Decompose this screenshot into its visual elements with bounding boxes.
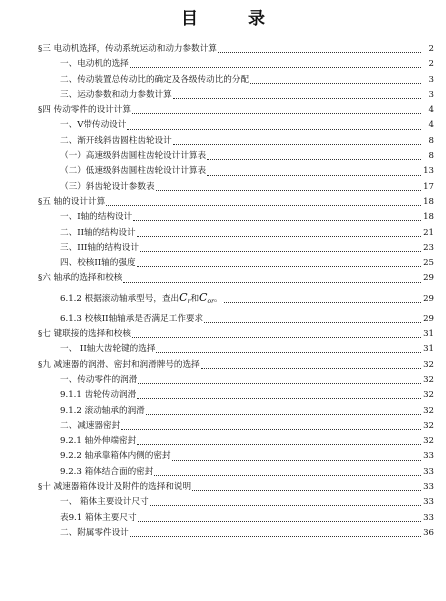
dot-leader [218, 52, 421, 53]
dot-leader [201, 368, 421, 369]
toc-entry-page: 32 [423, 405, 434, 416]
toc-entry [0, 465, 446, 480]
toc-entry [0, 180, 446, 195]
toc-entry-title: §五 轴的设计计算 [38, 196, 106, 207]
formula-symbol-c: C [179, 290, 188, 304]
toc-entry-page: 33 [423, 466, 434, 477]
toc-entry [0, 210, 446, 225]
toc-entry-page: 18 [423, 196, 434, 207]
toc-entry [0, 103, 446, 118]
toc-entry [0, 495, 446, 510]
toc-entry [0, 73, 446, 88]
formula-end: 。 [213, 293, 223, 304]
dot-leader [192, 490, 421, 491]
toc-entry-page: 33 [423, 497, 434, 508]
dot-leader [204, 322, 421, 323]
dot-leader [156, 352, 421, 353]
toc-entry [0, 88, 446, 103]
dot-leader [207, 159, 421, 160]
toc-entry-page: 3 [428, 89, 434, 100]
toc-entry [0, 271, 446, 286]
dot-leader [137, 398, 421, 399]
toc-entry-page: 2 [428, 59, 434, 70]
toc-entry-formula [179, 285, 222, 314]
toc-entry [0, 404, 446, 419]
toc-entry-title: 二、渐开线斜齿圆柱齿轮设计 [60, 135, 172, 146]
toc-entry [0, 57, 446, 72]
toc-entry-title: §七 键联接的选择和校核 [38, 329, 131, 340]
toc-entry [0, 164, 446, 179]
dot-leader [173, 144, 421, 145]
dot-leader [138, 521, 421, 522]
dot-leader [132, 113, 421, 114]
formula-subscript: or [207, 297, 214, 305]
toc-entry-title: 三、III轴的结构设计 [60, 242, 139, 253]
toc-entry-title: 三、运动参数和动力参数计算 [60, 89, 172, 100]
toc-entry-page: 36 [423, 527, 434, 538]
formula-subscript: r [187, 297, 191, 305]
dot-leader [172, 460, 421, 461]
toc-entry-title: §四 传动零件的设计计算 [38, 105, 131, 116]
toc-entry-title: 9.2.2 轴承靠箱体内侧的密封 [60, 451, 171, 462]
toc-entry-title: 二、传动装置总传动比的确定及各级传动比的分配 [60, 74, 250, 85]
toc-entry-page: 32 [423, 420, 434, 431]
toc-entry-title: （三）斜齿轮设计参数表 [60, 181, 155, 192]
toc-entry [0, 226, 446, 241]
toc-entry-page: 17 [423, 181, 434, 192]
dot-leader [106, 205, 421, 206]
toc-entry-page: 2 [428, 44, 434, 54]
dot-leader [121, 429, 421, 430]
toc-entry-title: 一、传动零件的润滑 [60, 374, 138, 385]
toc-entry-title: 9.2.3 箱体结合面的密封 [60, 466, 154, 477]
toc-entry-page: 25 [423, 258, 434, 269]
toc-entry-page: 33 [423, 482, 434, 493]
toc-entry [0, 312, 446, 327]
toc-entry-page: 32 [423, 359, 434, 370]
toc-entry-page: 32 [423, 390, 434, 401]
toc-entry [0, 419, 446, 434]
dot-leader [207, 175, 421, 176]
toc-entry-title: §十 减速器箱体设计及附件的选择和说明 [38, 482, 192, 493]
page-title: 目 录 [181, 9, 287, 29]
toc-entry [0, 118, 446, 133]
toc-entry [0, 526, 446, 541]
dot-leader [137, 444, 421, 445]
toc-entry-page: 4 [428, 105, 434, 116]
dot-leader [154, 475, 421, 476]
toc-entry-title: 一、Ⅰ轴的结构设计 [60, 212, 133, 223]
toc-entry-page: 29 [423, 313, 434, 324]
dot-leader [137, 266, 421, 267]
dot-leader [133, 220, 421, 221]
toc-entry-page: 31 [423, 344, 434, 355]
toc-entry-title: §九 减速器的润滑、密封和润滑牌号的选择 [38, 359, 200, 370]
toc-entry-page: 23 [423, 242, 434, 253]
toc-entry-page: 33 [423, 512, 434, 523]
toc-entry-title: §三 电动机选择，传动系统运动和动力参数计算 [38, 44, 217, 54]
dot-leader [130, 536, 421, 537]
toc-entry-title: 二、II轴的结构设计 [60, 227, 136, 238]
toc-entry-title: 一、 箱体主要设计尺寸 [60, 497, 149, 508]
toc-entry-title: （二）低速级斜齿圆柱齿轮设计计算表 [60, 166, 207, 177]
toc-entry-title: §六 轴承的选择和校核 [38, 273, 123, 284]
toc-entry [0, 434, 446, 449]
toc-entry-title: 二、附属零件设计 [60, 527, 129, 538]
toc-entry [0, 195, 446, 210]
toc-entry-title: 9.1.2 滚动轴承的润滑 [60, 405, 145, 416]
toc-entry [0, 149, 446, 164]
toc-entry-page: 33 [423, 451, 434, 462]
dot-leader [156, 190, 421, 191]
toc-entry-title: 表9.1 箱体主要尺寸 [60, 512, 137, 523]
dot-leader [137, 236, 421, 237]
toc-entry [0, 480, 446, 495]
toc-entry-page: 4 [428, 120, 434, 131]
toc-entry-page: 21 [423, 227, 434, 238]
toc-entry-page: 18 [423, 212, 434, 223]
toc-entry-title: 四、校核II轴的强度 [60, 258, 136, 269]
formula-symbol-c: C [199, 290, 208, 304]
toc-entry-title: 9.1.1 齿轮传动润滑 [60, 390, 137, 401]
dot-leader [173, 98, 421, 99]
toc-entry [0, 449, 446, 464]
dot-leader [250, 83, 421, 84]
dot-leader [146, 414, 421, 415]
toc-entry-title: （一）高速级斜齿圆柱齿轮设计计算表 [60, 151, 207, 162]
dot-leader [224, 302, 421, 303]
toc-entry-page: 8 [428, 135, 434, 146]
toc-entry-title: 一、电动机的选择 [60, 59, 129, 70]
toc-entry [0, 388, 446, 403]
toc-entry [0, 511, 446, 526]
toc-entry-title: 二、减速器密封 [60, 420, 121, 431]
dot-leader [123, 282, 421, 283]
toc-entry-page: 32 [423, 374, 434, 385]
toc-entry-page: 29 [423, 293, 434, 304]
dot-leader [130, 67, 421, 68]
toc-entry [0, 241, 446, 256]
table-of-contents [0, 42, 446, 541]
toc-entry-title: 9.2.1 轴外伸端密封 [60, 436, 137, 447]
toc-entry [0, 342, 446, 357]
dot-leader [150, 505, 421, 506]
toc-entry [0, 358, 446, 373]
toc-entry-title: 6.1.3 校核II轴轴承是否满足工作要求 [60, 313, 204, 324]
toc-entry [0, 327, 446, 342]
toc-entry [0, 287, 446, 312]
dot-leader [138, 383, 421, 384]
toc-entry-page: 29 [423, 273, 434, 284]
toc-entry [0, 256, 446, 271]
toc-entry [0, 42, 446, 57]
toc-entry-title: 一、V带传动设计 [60, 120, 127, 131]
dot-leader [140, 251, 421, 252]
formula-conjunction: 和 [190, 293, 200, 304]
toc-entry-title: 6.1.2 根据滚动轴承型号，查出 [60, 293, 180, 304]
toc-entry-page: 32 [423, 436, 434, 447]
dot-leader [127, 129, 421, 130]
toc-entry [0, 134, 446, 149]
toc-entry-page: 3 [428, 74, 434, 85]
toc-entry-title: 一、 II轴大齿轮键的选择 [60, 344, 156, 355]
toc-entry-page: 8 [428, 151, 434, 162]
toc-entry [0, 373, 446, 388]
dot-leader [132, 337, 421, 338]
toc-entry-page: 31 [423, 329, 434, 340]
toc-entry-page: 13 [423, 166, 434, 177]
